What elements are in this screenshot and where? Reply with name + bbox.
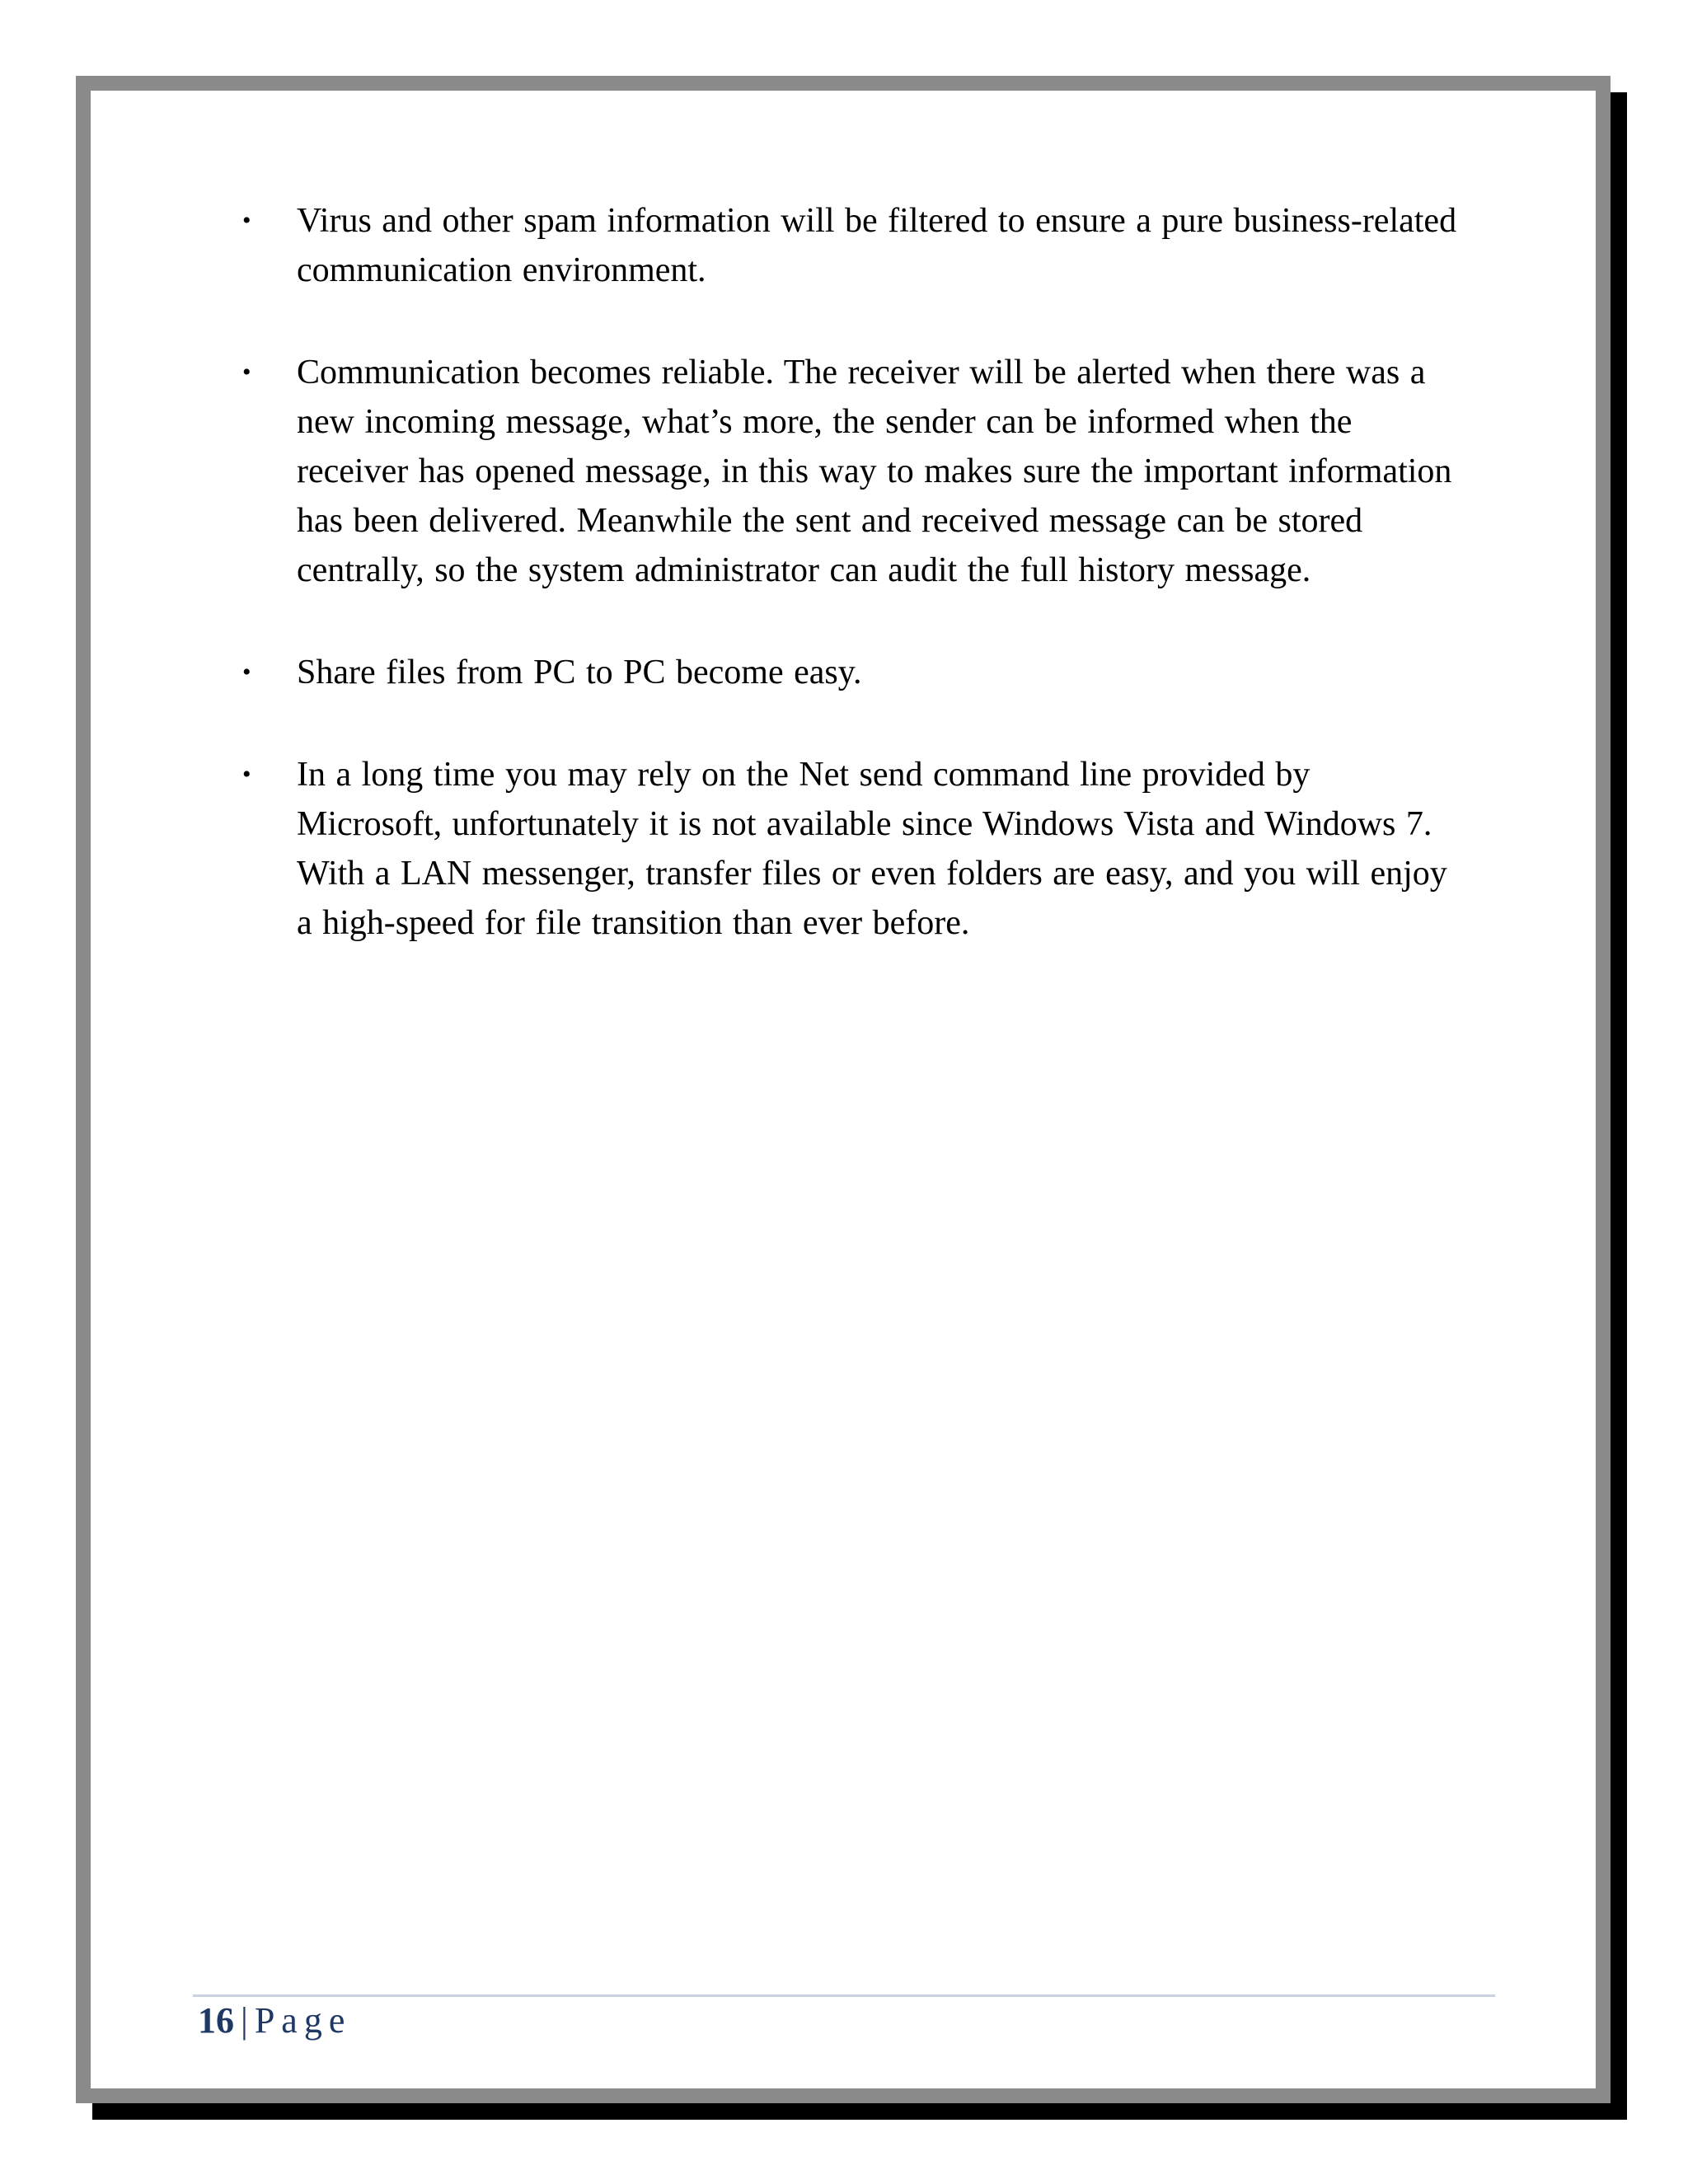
list-item: [242, 348, 1462, 595]
bullet-icon: •: [242, 761, 251, 788]
bullet-icon: •: [242, 207, 251, 234]
bullet-list: [242, 196, 1462, 1001]
bullet-text: Communication becomes reliable. The receiver will be alerted when there was a new incoming message, what’s more, the sender can be informed when the receiver has opened message, in this way to makes sure the important information has been delivered. Meanwhile the sent and received message can be stored centrally, so the system administrator can audit the full history message.: [297, 354, 1452, 589]
page-label: Page: [254, 2000, 352, 2041]
bullet-text: Virus and other spam information will be filtered to ensure a pure business-related communication environment.: [297, 202, 1457, 289]
footer-divider: [193, 1994, 1495, 1997]
bullet-text: Share files from PC to PC become easy.: [297, 654, 862, 691]
list-item: [242, 648, 1462, 697]
bullet-text: In a long time you may rely on the Net send command line provided by Microsoft, unfortunately it is not available since Windows Vista and Windows 7. With a LAN messenger, transfer files or even folders are easy, and you will enjoy a high-speed for file transition than ever before.: [297, 756, 1447, 942]
list-item: [242, 196, 1462, 295]
bullet-icon: •: [242, 359, 251, 386]
list-item: [242, 750, 1462, 948]
footer-separator: |: [241, 2000, 248, 2041]
page-footer: [198, 1996, 351, 2046]
bullet-icon: •: [242, 658, 251, 686]
page-number: 16: [198, 2000, 234, 2041]
